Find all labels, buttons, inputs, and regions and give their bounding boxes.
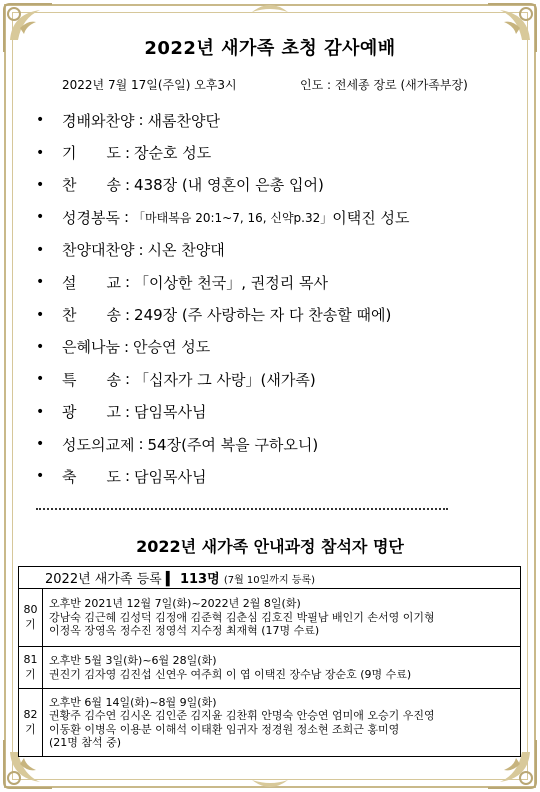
order-item-scripture xyxy=(36,201,516,233)
bullet-icon: • xyxy=(36,306,45,323)
order-item-separator: : xyxy=(138,240,144,259)
bullet-icon: • xyxy=(36,371,45,388)
order-item-special-song xyxy=(36,363,516,395)
order-item-value: 249장 (주 사랑하는 자 다 찬송할 때에) xyxy=(134,306,392,325)
cohort-schedule: 오후반 6월 14일(화)~8월 9일(화) xyxy=(49,695,217,709)
bullet-icon: • xyxy=(36,209,45,226)
order-item-sermon xyxy=(36,266,516,298)
order-item-label: 경배와찬양 xyxy=(62,111,135,130)
order-item-announcements xyxy=(36,396,516,428)
bullet-icon: • xyxy=(36,403,45,420)
order-item-separator: : xyxy=(124,402,131,421)
bullet-icon: • xyxy=(36,241,45,258)
cohort-schedule: 오후반 5월 3일(화)~6월 28일(화) xyxy=(49,654,217,667)
cohort-details xyxy=(43,689,521,757)
order-item-label: 설 교 xyxy=(62,273,121,292)
order-item-value: 438장 (내 영혼이 은총 입어) xyxy=(134,176,324,195)
roster-header xyxy=(19,567,521,589)
edge-ornament-icon xyxy=(250,2,290,16)
order-item-separator: : xyxy=(123,208,130,227)
service-datetime: 2022년 7월 17일(주일) 오후3시 xyxy=(62,78,237,92)
dotted-divider xyxy=(36,508,448,510)
order-item-value: 담임목사님 xyxy=(134,467,207,486)
cohort-label: 82기 xyxy=(19,689,43,757)
roster-header-text: 2022년 새가족 등록 ▍ xyxy=(45,572,176,587)
order-item-value: 새롬찬양단 xyxy=(147,111,220,130)
service-officiant: 인도 : 전세종 장로 (새가족부장) xyxy=(300,78,468,92)
order-item-separator: : xyxy=(124,273,131,292)
order-item-separator: : xyxy=(124,305,131,324)
order-item-label: 찬 송 xyxy=(62,306,121,325)
cohort-label: 80기 xyxy=(19,589,43,647)
order-item-label: 성경봉독 xyxy=(62,208,120,227)
order-item-label: 축 도 xyxy=(62,467,121,486)
order-item-separator: : xyxy=(123,337,130,356)
service-info xyxy=(62,76,468,93)
order-item-value: 시온 찬양대 xyxy=(147,241,225,260)
order-item-fellowship xyxy=(36,428,516,460)
order-item-value: 「이상한 천국」, 권정리 목사 xyxy=(134,273,329,292)
edge-ornament-icon xyxy=(250,776,290,790)
order-item-value: 54장(주여 복을 구하오니) xyxy=(147,435,319,454)
table-row xyxy=(19,589,521,647)
cohort-details xyxy=(43,589,521,647)
cohort-names: 이정옥 장영옥 정수진 정영석 지수정 최재혁 (17명 수료) xyxy=(49,624,320,638)
order-item-label: 찬양대찬양 xyxy=(62,241,135,260)
bullet-icon: • xyxy=(36,112,45,129)
table-row xyxy=(19,689,521,757)
order-item-separator: : xyxy=(138,435,144,454)
order-item-value: 「마태복음 20:1~7, 16, 신약p.32」 xyxy=(133,210,333,225)
order-item-label: 특 송 xyxy=(62,370,121,389)
cohort-details xyxy=(43,647,521,689)
order-item-hymn-2 xyxy=(36,298,516,330)
cohort-names: 권황주 김수연 김시온 김인준 김지윤 김찬휘 안명숙 안승연 엄미애 오승기 우진영 xyxy=(49,709,435,722)
order-item-separator: : xyxy=(124,370,131,389)
order-item-benediction xyxy=(36,460,516,492)
registration-count: 113명 xyxy=(179,572,220,587)
order-item-value: 장순호 성도 xyxy=(134,144,212,163)
registration-note: (7월 10일까지 등록) xyxy=(223,575,316,586)
bullet-icon: • xyxy=(36,176,45,193)
bullet-icon: • xyxy=(36,436,45,453)
cohort-label: 81기 xyxy=(19,647,43,689)
cohort-names: 이동환 이병옥 이용분 이해석 이태환 임귀자 정경원 정소현 조희근 홍미영 xyxy=(49,722,400,736)
order-item-hymn-1 xyxy=(36,169,516,201)
cohort-status: (21명 참석 중) xyxy=(49,736,122,749)
order-item-label: 광 고 xyxy=(62,403,121,422)
order-item-praise xyxy=(36,104,516,136)
order-item-value: 안승연 성도 xyxy=(133,338,211,357)
order-item-separator: : xyxy=(124,143,131,162)
order-item-testimony xyxy=(36,331,516,363)
order-item-value: 「십자가 그 사랑」(새가족) xyxy=(134,370,316,389)
order-item-value: 담임목사님 xyxy=(134,403,207,422)
order-item-label: 은혜나눔 xyxy=(62,338,120,357)
order-item-prayer xyxy=(36,136,516,168)
cohort-names: 권진기 김자영 김진섭 신연우 여주희 이 엽 이택진 장수남 장순호 (9명 수료) xyxy=(49,667,412,681)
order-item-choir xyxy=(36,234,516,266)
order-item-separator: : xyxy=(138,111,144,130)
worship-order-list xyxy=(36,104,516,493)
order-item-separator: : xyxy=(124,467,131,486)
cohort-names: 강남숙 김근혜 김성덕 김정애 김준혁 김춘심 김호진 박필남 배인기 손서영 이기형 xyxy=(49,610,435,624)
attendee-roster-table xyxy=(18,566,521,757)
order-item-label: 성도의교제 xyxy=(62,435,135,454)
page-title: 2022년 새가족 초청 감사예배 xyxy=(144,38,396,59)
bullet-icon: • xyxy=(36,468,45,485)
order-item-reader: 이택진 성도 xyxy=(332,208,410,227)
table-row xyxy=(19,647,521,689)
bullet-icon: • xyxy=(36,338,45,355)
bullet-icon: • xyxy=(36,144,45,161)
order-item-label: 찬 송 xyxy=(62,176,121,195)
bullet-icon: • xyxy=(36,274,45,291)
order-item-label: 기 도 xyxy=(62,144,121,163)
order-item-separator: : xyxy=(124,175,131,194)
cohort-schedule: 오후반 2021년 12월 7일(화)~2022년 2월 8일(화) xyxy=(49,597,301,611)
roster-title: 2022년 새가족 안내과정 참석자 명단 xyxy=(136,537,404,556)
